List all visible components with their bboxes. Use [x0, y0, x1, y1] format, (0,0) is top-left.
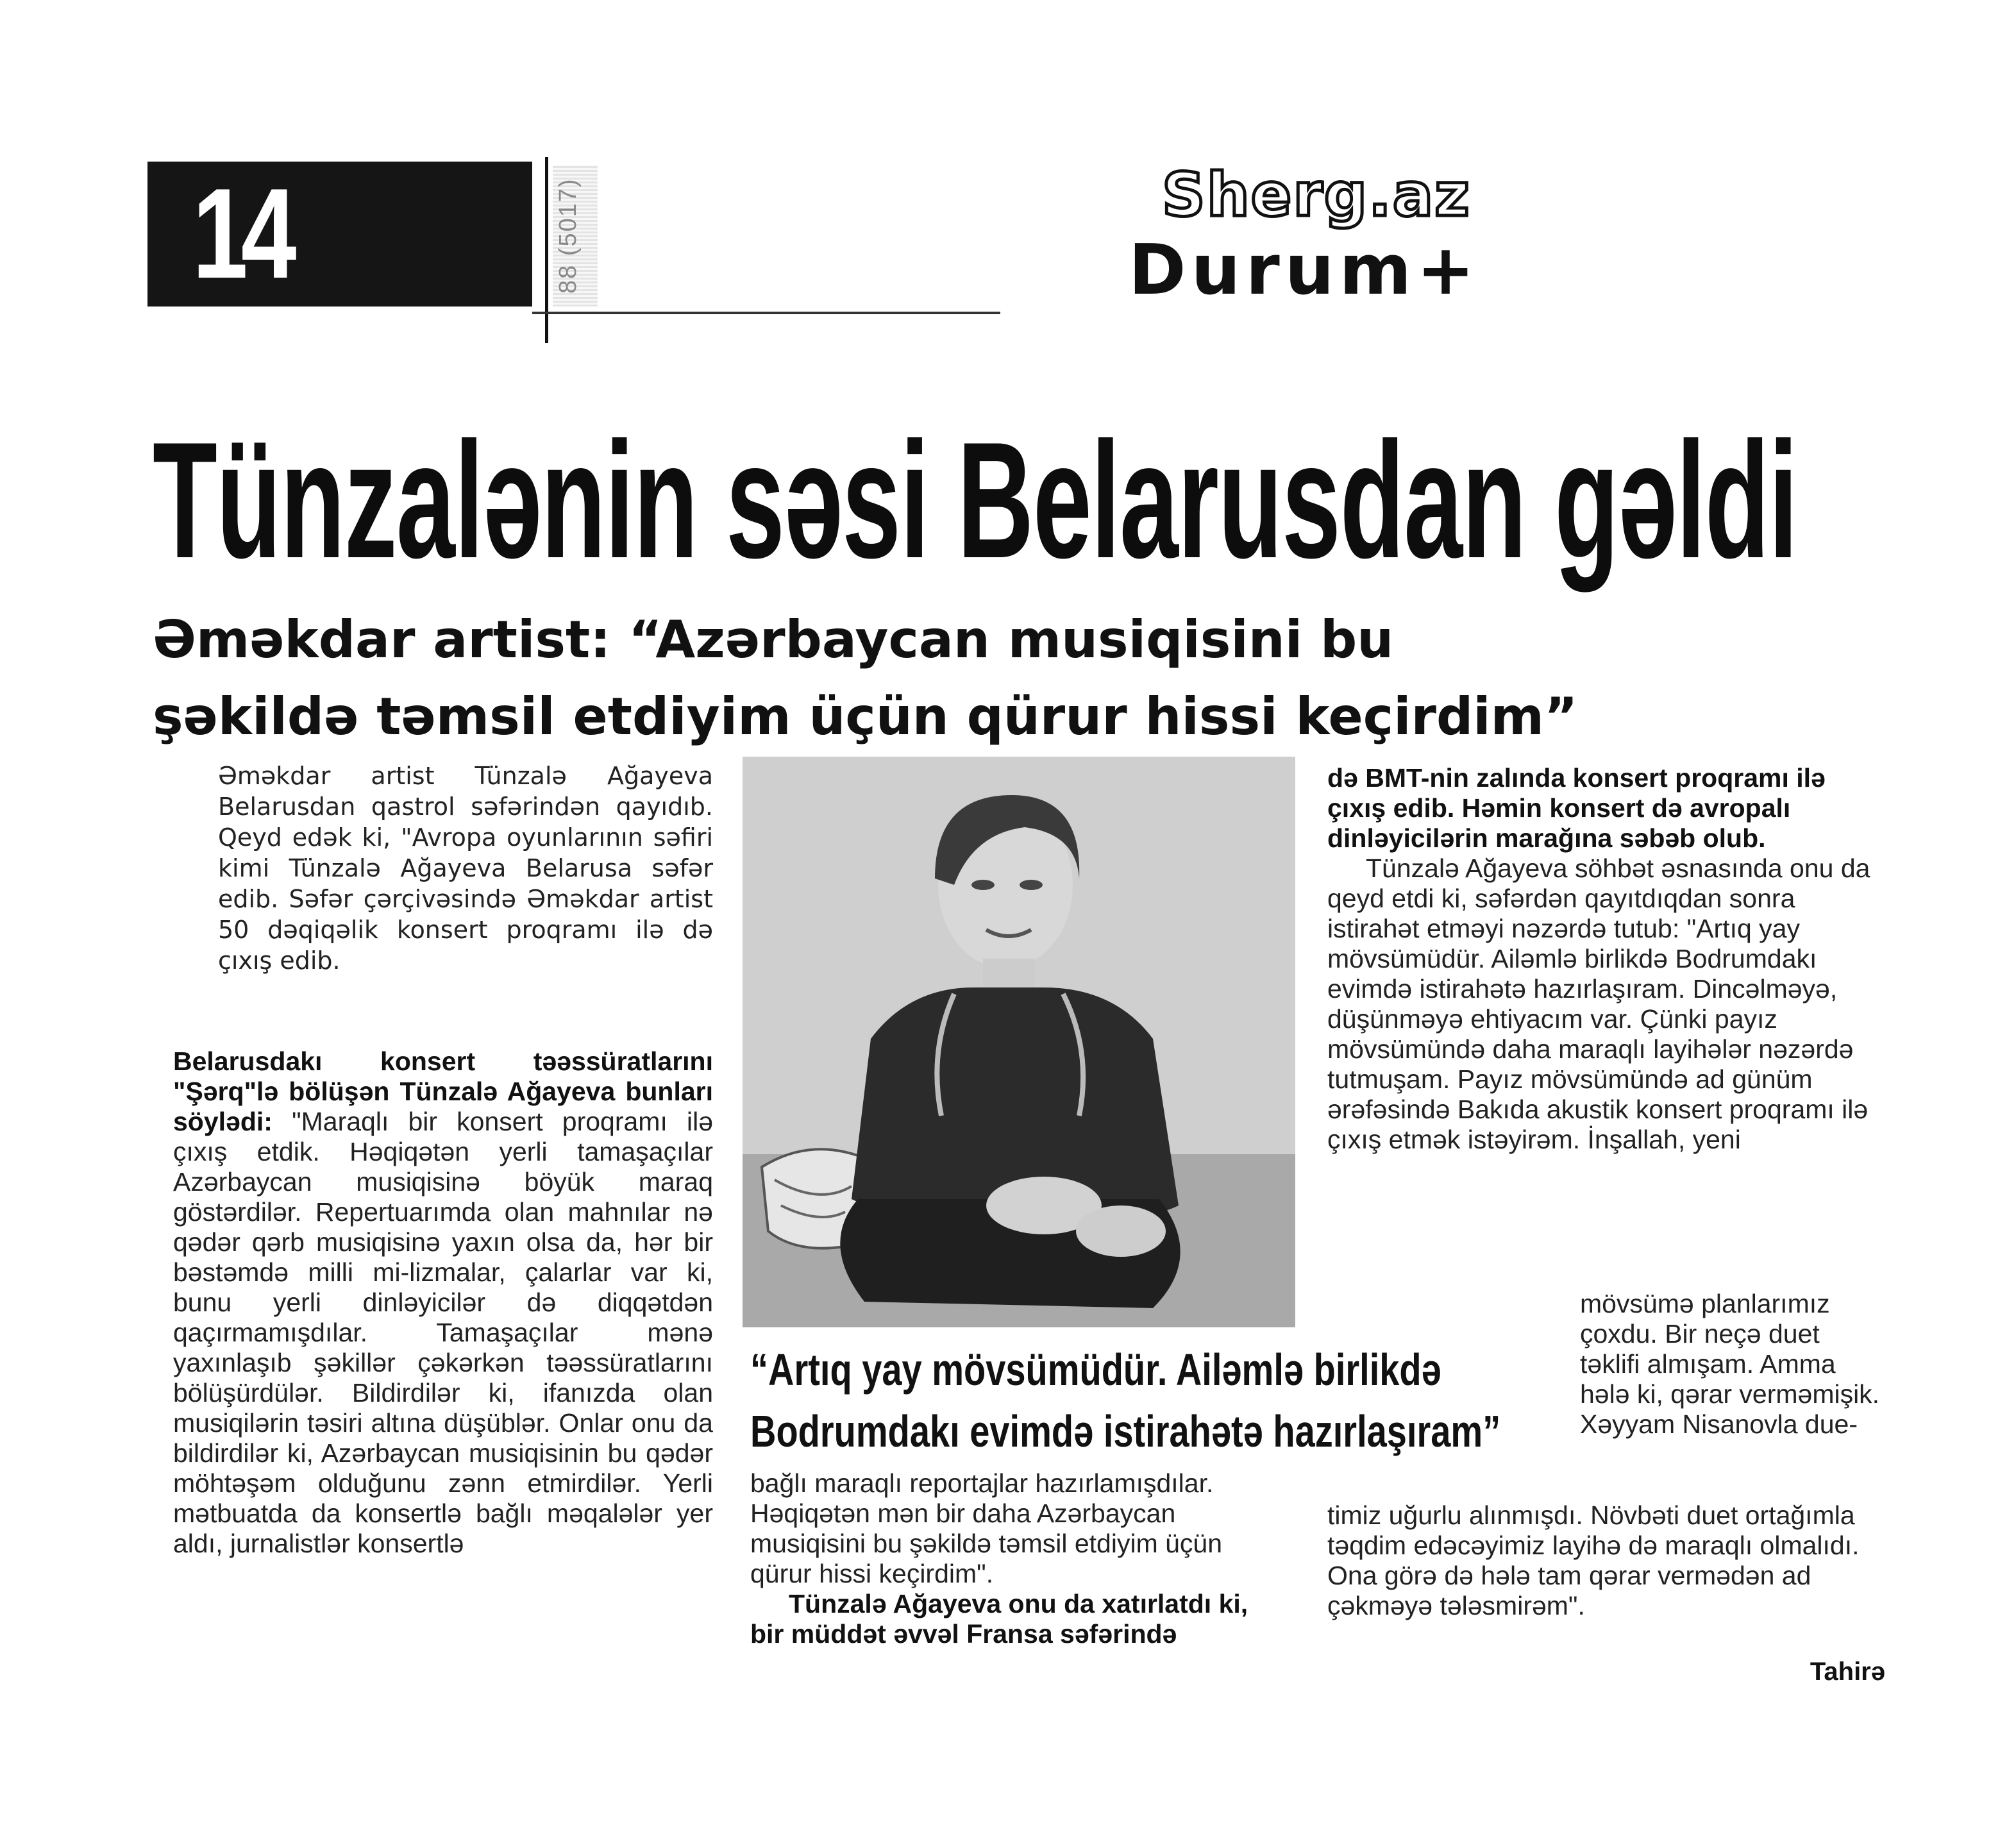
- subheadline-line-2: şəkildə təmsil etdiyim üçün qürur hissi keçirdim”: [153, 687, 1578, 746]
- author-byline: Tahirə: [1810, 1658, 1885, 1686]
- pull-quote-line-1: “Artıq yay mövsümüdür. Ailəmlə birlikdə: [750, 1345, 1441, 1395]
- column-3-closing-body: timiz uğurlu alınmışdı. Növbəti duet ortağımla təqdim edəcəyimiz layihə də maraqlı olmalıdı. Ona görə də hələ tam qərar vermədən ad çəkməyə tələsmirəm".: [1327, 1500, 1860, 1620]
- column-3-body: [1327, 763, 1879, 1155]
- page-number: 14: [192, 162, 290, 305]
- column-3-paragraph: Tünzalə Ağayeva söhbət əsnasında onu da qeyd etdi ki, səfərdən qayıtdıqdan sonra istirahət etməyi nəzərdə tutub: "Artıq yay mövsümüdür. Ailəmlə birlikdə Bodrumdakı evimdə istirahətə hazırlaşıram. Dincəlməyə, düşünməyə ehtiyacım var. Çünki payız mövsümündə daha maraqlı layihələr nəzərdə tutmuşam. Payız mövsümündə ad günüm ərəfəsində Bakıda akustik konsert proqramı ilə çıxış etmək istəyirəm. İnşallah, yeni: [1327, 853, 1870, 1154]
- column-3-narrow-body: mövsümə planlarımız çoxdu. Bir neçə duet təklifi almışam. Amma hələ ki, qərar verməmişik. Xəyyam Nisanovla due-: [1580, 1289, 1880, 1439]
- column-2-body: [750, 1468, 1282, 1649]
- headline: Tünzalənin səsi Belarusdan gəldi: [153, 407, 1797, 592]
- column-1-body: [173, 1046, 713, 1559]
- masthead-vertical-rule: [545, 157, 548, 343]
- lead-bold-text: Belarusdakı konsert təəssüratlarını "Şərq"lə bölüşən Tünzalə Ağayeva bunları söylədi:: [173, 1046, 713, 1136]
- pull-quote: [750, 1339, 1501, 1462]
- site-name: Sherg.az: [1162, 160, 1471, 230]
- quote-text: "Maraqlı bir konsert proqramı ilə çıxış etdik. Həqiqətən yerli tamaşaçılar Azərbaycan musiqisinə böyük maraq göstərdilər. Repertuarımda olan mahnılar nə qədər qərb musiqisinə yaxın olsa da, hər bir bəstəmdə milli mi-lizmalar, çalarlar var ki, bunu yerli dinləyicilər də diqqətdən qaçırmamışdılar. Tamaşaçılar mənə yaxınlaşıb şəkillər çəkərkən təəssüratlarını bölüşürdülər. Bildirdilər ki, ifanızda olan musiqilərin təsiri altına düşüblər. Onlar onu da bildirdilər ki, Azərbaycan musiqisinin bu qədər möhtəşəm olduğunu zənn etmirdilər. Yerli mətbuatda da konsertlə bağlı məqalələr yer aldı, jurnalistlər konsertlə: [173, 1107, 713, 1558]
- column-1-paragraph: [173, 1046, 713, 1559]
- issue-number: 88 (5017): [555, 178, 582, 294]
- subheadline-line-1: Əməkdar artist: “Azərbaycan musiqisini bu: [153, 610, 1394, 669]
- column-2-bold-paragraph: Tünzalə Ağayeva onu da xatırlatdı ki, bir müddət əvvəl Fransa səfərində: [750, 1589, 1248, 1649]
- pull-quote-line-2: Bodrumdakı evimdə istirahətə hazırlaşıram”: [750, 1406, 1501, 1456]
- column-2-paragraph: bağlı maraqlı reportajlar hazırlamışdılar. Həqiqətən mən bir daha Azərbaycan musiqisini bu şəkildə təmsil etdiyim üçün qürur hissi keçirdim".: [750, 1468, 1223, 1588]
- article-photo: [743, 757, 1295, 1327]
- section-name: Durum+: [1129, 230, 1480, 310]
- column-3-bold-paragraph: də BMT-nin zalında konsert proqramı ilə çıxış edib. Həmin konsert də avropalı dinləyicilərin marağına səbəb olub.: [1327, 763, 1826, 853]
- intro-paragraph: Əməkdar artist Tünzalə Ağayeva Belarusdan qastrol səfərindən qayıdıb. Qeyd edək ki, "Avropa oyunlarının səfiri kimi Tünzalə Ağayeva Belarusa səfər edib. Səfər çərçivəsində Əməkdar artist 50 dəqiqəlik konsert proqramı ilə də çıxış edib.: [218, 762, 713, 975]
- subheadline: [153, 601, 1756, 755]
- masthead-horizontal-rule: [532, 312, 1000, 314]
- portrait-illustration: [743, 757, 1295, 1327]
